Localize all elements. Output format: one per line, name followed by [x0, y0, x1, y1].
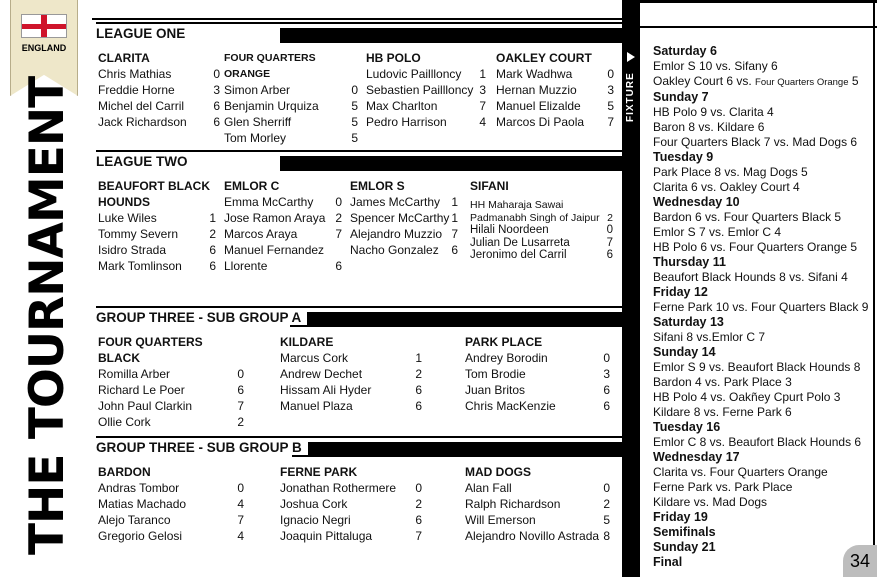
player-handicap: 7	[415, 529, 422, 543]
fixture-day: Sunday 14	[653, 345, 716, 359]
player-name: Luke Wiles	[98, 211, 157, 225]
player-row	[98, 496, 244, 512]
player-row	[496, 114, 614, 130]
fixture-tab	[624, 52, 638, 124]
player-handicap: 6	[603, 383, 610, 397]
section-title: GROUP THREE - SUB GROUP B	[96, 440, 308, 455]
player-row	[224, 258, 342, 274]
player-name: Benjamin Urquiza	[224, 99, 319, 113]
player-handicap: 6	[451, 243, 458, 257]
player-name: Jeronimo del Carril	[470, 249, 567, 261]
team-name: BEAUFORT BLACK HOUNDS	[98, 179, 210, 209]
player-handicap: 7	[606, 236, 613, 249]
player-handicap: 0	[237, 367, 244, 381]
player-row	[98, 82, 220, 98]
fixture-match: Clarita 6 vs. Oakley Court 4	[653, 180, 800, 194]
player-handicap: 6	[209, 259, 216, 273]
player-row	[496, 82, 614, 98]
player-name: Jose Ramon Araya	[224, 211, 326, 225]
team-block	[224, 178, 342, 274]
player-handicap: 7	[479, 99, 486, 113]
player-row	[224, 130, 358, 146]
fixture-day: Sunday 21	[653, 540, 716, 554]
player-name: Will Emerson	[465, 513, 536, 527]
player-row	[470, 237, 613, 250]
player-row	[350, 226, 458, 242]
player-handicap: 6	[415, 399, 422, 413]
player-handicap: 0	[335, 195, 342, 209]
fixture-day: Sunday 7	[653, 90, 709, 104]
player-row	[98, 382, 244, 398]
team-block	[465, 334, 610, 414]
player-row	[350, 210, 458, 226]
player-handicap: 7	[237, 399, 244, 413]
player-handicap: 3	[479, 83, 486, 97]
player-handicap: 1	[451, 211, 458, 225]
fixture-day: Saturday 13	[653, 315, 724, 329]
player-row	[280, 512, 422, 528]
player-row	[224, 82, 358, 98]
fixture-top-rule	[640, 0, 877, 3]
player-handicap: 2	[209, 227, 216, 241]
player-handicap: 6	[335, 259, 342, 273]
player-name: Spencer McCarthy	[350, 211, 450, 225]
team-block	[350, 178, 458, 258]
player-handicap: 4	[237, 529, 244, 543]
section-title: LEAGUE TWO	[96, 154, 194, 169]
player-row	[465, 366, 610, 382]
player-row	[98, 480, 244, 496]
player-name: Hernan Muzzio	[496, 83, 577, 97]
player-handicap: 6	[415, 513, 422, 527]
player-row	[470, 224, 613, 237]
fixture-match: Ferne Park vs. Park Place	[653, 480, 793, 494]
player-name: Richard Le Poer	[98, 383, 185, 397]
fixture-match: Emlor S 7 vs. Emlor C 4	[653, 225, 782, 239]
team-name: KILDARE	[280, 335, 334, 349]
player-name: John Paul Clarkin	[98, 399, 193, 413]
section-header	[96, 150, 622, 168]
section-header	[96, 22, 622, 40]
player-row	[98, 366, 244, 382]
team-block	[224, 50, 358, 146]
player-row	[350, 242, 458, 258]
team-name: OAKLEY COURT	[496, 51, 592, 65]
team-block	[98, 334, 244, 430]
player-handicap: 2	[415, 497, 422, 511]
team-block	[98, 178, 216, 274]
fixture-day: Thursday 11	[653, 255, 726, 269]
player-name: Alejandro Muzzio	[350, 227, 443, 241]
player-row	[465, 512, 610, 528]
player-handicap: 0	[237, 481, 244, 495]
player-name: Chris MacKenzie	[465, 399, 556, 413]
player-handicap: 0	[603, 481, 610, 495]
player-handicap: 6	[213, 99, 220, 113]
team-name: EMLOR C	[224, 179, 280, 193]
player-handicap: 6	[415, 383, 422, 397]
section-header-bar	[280, 156, 622, 171]
player-name: Tom Morley	[224, 131, 287, 145]
player-handicap: 5	[603, 513, 610, 527]
team-block	[496, 50, 614, 130]
fixture-day: Tuesday 16	[653, 420, 721, 434]
player-name: Emma McCarthy	[224, 195, 314, 209]
fixture-label: FIXTURE	[625, 72, 636, 122]
fixture-match: Clarita vs. Four Quarters Orange	[653, 465, 828, 479]
team-name: MAD DOGS	[465, 465, 531, 479]
player-row	[280, 528, 422, 544]
team-name: FOUR QUARTERS BLACK	[98, 335, 203, 365]
player-name: Jack Richardson	[98, 115, 187, 129]
fixture-match: Bardon 4 vs. Park Place 3	[653, 375, 792, 389]
arrow-right-icon	[627, 52, 635, 62]
player-row	[496, 66, 614, 82]
team-block	[98, 464, 244, 544]
player-handicap: 4	[479, 115, 486, 129]
player-name: Romilla Arber	[98, 367, 171, 381]
player-handicap: 6	[209, 243, 216, 257]
player-handicap: 7	[237, 513, 244, 527]
player-name: Freddie Horne	[98, 83, 175, 97]
player-name: Andrey Borodin	[465, 351, 548, 365]
player-handicap: 3	[607, 83, 614, 97]
player-row	[224, 210, 342, 226]
team-block	[280, 334, 422, 414]
team-name: PARK PLACE	[465, 335, 543, 349]
player-row	[366, 82, 486, 98]
player-row	[98, 98, 220, 114]
fixture-day: Friday 19	[653, 510, 708, 524]
player-name: Juan Britos	[465, 383, 526, 397]
player-handicap: 6	[213, 115, 220, 129]
player-row	[98, 398, 244, 414]
team-name: FERNE PARK	[280, 465, 358, 479]
fixture-match: Emlor S 9 vs. Beaufort Black Hounds 8	[653, 360, 861, 374]
player-row	[366, 66, 486, 82]
player-row	[98, 258, 216, 274]
page-number: 34	[843, 545, 877, 577]
player-handicap: 5	[351, 115, 358, 129]
player-handicap: 2	[603, 497, 610, 511]
player-name: Glen Sherriff	[224, 115, 292, 129]
section-header-bar	[280, 28, 622, 43]
player-row	[98, 66, 220, 82]
player-name: Joshua Cork	[280, 497, 348, 511]
player-handicap: 6	[237, 383, 244, 397]
player-row	[224, 226, 342, 242]
player-name: Llorente	[224, 259, 268, 273]
player-handicap: 7	[335, 227, 342, 241]
player-row	[465, 350, 610, 366]
fixture-match: Park Place 8 vs. Mag Dogs 5	[653, 165, 808, 179]
player-row	[98, 528, 244, 544]
player-row	[350, 194, 458, 210]
player-row	[366, 114, 486, 130]
player-handicap: 1	[451, 195, 458, 209]
fixture-list	[653, 44, 873, 570]
player-name: Mark Wadhwa	[496, 67, 573, 81]
fixture-match: Baron 8 vs. Kildare 6	[653, 120, 765, 134]
player-name: Jonathan Rothermere	[280, 481, 397, 495]
fixture-match: Oakley Court 6 vs. Four Quarters Orange 5	[653, 74, 859, 88]
fixture-day: Friday 12	[653, 285, 708, 299]
player-handicap: 6	[606, 249, 613, 261]
player-handicap: 2	[415, 367, 422, 381]
player-name: Andrew Dechet	[280, 367, 363, 381]
player-name: Manuel Elizalde	[496, 99, 581, 113]
player-name: Ludovic Paillloncy	[366, 67, 462, 81]
player-name: Mark Tomlinson	[98, 259, 182, 273]
player-name: Tommy Severn	[98, 227, 179, 241]
player-row	[98, 210, 216, 226]
player-handicap: 3	[603, 367, 610, 381]
section-header	[96, 436, 622, 454]
player-row	[224, 242, 342, 258]
player-row	[465, 382, 610, 398]
player-handicap: 8	[603, 529, 610, 543]
team-block	[98, 50, 220, 130]
player-handicap: 1	[479, 67, 486, 81]
section-header-bar	[290, 312, 622, 327]
player-name: Sebastien Paillloncy	[366, 83, 474, 97]
player-row	[366, 98, 486, 114]
fixture-match: HB Polo 6 vs. Four Quarters Orange 5	[653, 240, 858, 254]
right-border	[873, 3, 875, 577]
player-name: Isidro Strada	[98, 243, 167, 257]
player-name: Joaquin Pittaluga	[280, 529, 373, 543]
team-name: EMLOR S	[350, 179, 405, 193]
player-row	[465, 398, 610, 414]
player-row	[470, 249, 613, 262]
section-header-bar	[292, 442, 622, 457]
fixture-day: Final	[653, 555, 683, 569]
player-name: Alan Fall	[465, 481, 512, 495]
player-handicap: 0	[415, 481, 422, 495]
section-title: GROUP THREE - SUB GROUP A	[96, 310, 307, 325]
fixture-day: Semifinals	[653, 525, 716, 539]
player-name: Marcos Di Paola	[496, 115, 585, 129]
fixture-match: Emlor S 10 vs. Sifany 6	[653, 59, 778, 73]
player-handicap: 2	[237, 415, 244, 429]
team-block	[465, 464, 610, 544]
player-row	[98, 226, 216, 242]
team-name: SIFANI	[470, 179, 509, 193]
fixture-match: Ferne Park 10 vs. Four Quarters Black 9	[653, 300, 869, 314]
player-row	[280, 398, 422, 414]
player-name: Marcos Araya	[224, 227, 298, 241]
player-row	[224, 114, 358, 130]
player-name: Hilali Noordeen	[470, 224, 549, 236]
player-name: Padmanabh Singh of Jaipur	[470, 211, 600, 224]
section-header	[96, 306, 622, 324]
fixture-day: Wednesday 17	[653, 450, 740, 464]
player-name: Matias Machado	[98, 497, 187, 511]
fixture-header-rule	[640, 26, 877, 28]
player-row	[98, 414, 244, 430]
player-row	[98, 114, 220, 130]
player-name: Ignacio Negri	[280, 513, 351, 527]
team-name: CLARITA	[98, 51, 150, 65]
fixture-match: Kildare vs. Mad Dogs	[653, 495, 768, 509]
player-row	[98, 242, 216, 258]
player-row	[280, 350, 422, 366]
player-row	[224, 98, 358, 114]
team-name: FOUR QUARTERS ORANGE	[224, 52, 316, 80]
player-handicap: 0	[607, 67, 614, 81]
player-handicap: 1	[209, 211, 216, 225]
player-row	[280, 382, 422, 398]
fixture-match: Sifani 8 vs.Emlor C 7	[653, 330, 766, 344]
player-row	[280, 496, 422, 512]
player-handicap: 2	[607, 211, 613, 224]
fixture-day: Tuesday 9	[653, 150, 714, 164]
player-name: Nacho Gonzalez	[350, 243, 439, 257]
top-rule	[92, 18, 622, 20]
player-name: Andras Tombor	[98, 481, 180, 495]
player-name: Simon Arber	[224, 83, 291, 97]
player-row	[470, 212, 613, 225]
player-handicap: 6	[603, 399, 610, 413]
country-label: ENGLAND	[21, 43, 67, 53]
player-handicap: 2	[335, 211, 342, 225]
player-name: Ollie Cork	[98, 415, 151, 429]
player-name: Manuel Fernandez	[224, 243, 325, 257]
fixture-day: Wednesday 10	[653, 195, 740, 209]
fixture-match: Beaufort Black Hounds 8 vs. Sifani 4	[653, 270, 848, 284]
fixture-match: Kildare 8 vs. Ferne Park 6	[653, 405, 792, 419]
player-handicap: 0	[351, 83, 358, 97]
team-block	[470, 178, 613, 262]
player-name: Pedro Harrison	[366, 115, 447, 129]
fixture-match: HB Polo 9 vs. Clarita 4	[653, 105, 774, 119]
player-name: Gregorio Gelosi	[98, 529, 183, 543]
player-name: HH Maharaja Sawai	[470, 199, 564, 211]
player-name: Hissam Ali Hyder	[280, 383, 372, 397]
player-handicap: 5	[351, 99, 358, 113]
title-panel	[0, 0, 88, 577]
player-handicap: 3	[213, 83, 220, 97]
player-handicap: 0	[603, 351, 610, 365]
player-row	[280, 366, 422, 382]
fixture-day: Saturday 6	[653, 44, 717, 58]
player-row	[280, 480, 422, 496]
team-name: BARDON	[98, 465, 151, 479]
player-name: Michel del Carril	[98, 99, 185, 113]
player-handicap: 1	[415, 351, 422, 365]
player-row	[98, 512, 244, 528]
player-handicap: 0	[606, 224, 613, 236]
player-row	[465, 528, 610, 544]
player-name: Alejo Taranco	[98, 513, 171, 527]
fixture-match: Bardon 6 vs. Four Quarters Black 5	[653, 210, 842, 224]
player-name: James McCarthy	[350, 195, 441, 209]
player-row	[470, 199, 613, 212]
player-name: Manuel Plaza	[280, 399, 353, 413]
player-handicap: 4	[237, 497, 244, 511]
player-row	[496, 98, 614, 114]
player-handicap: 7	[451, 227, 458, 241]
player-row	[465, 496, 610, 512]
team-block	[366, 50, 486, 130]
player-name: Max Charlton	[366, 99, 438, 113]
player-handicap: 0	[213, 67, 220, 81]
player-name: Marcus Cork	[280, 351, 349, 365]
player-name: Julian De Lusarreta	[470, 236, 570, 249]
fixture-match: Emlor C 8 vs. Beaufort Black Hounds 6	[653, 435, 862, 449]
page-title: THE TOURNAMENT	[20, 76, 75, 555]
player-name: Ralph Richardson	[465, 497, 561, 511]
team-name: HB POLO	[366, 51, 421, 65]
player-handicap: 5	[351, 131, 358, 145]
player-name: Tom Brodie	[465, 367, 526, 381]
fixture-match: Four Quarters Black 7 vs. Mad Dogs 6	[653, 135, 858, 149]
player-handicap: 7	[607, 115, 614, 129]
player-name: Chris Mathias	[98, 67, 172, 81]
fixture-match: HB Polo 4 vs. Oakñey Cpurt Polo 3	[653, 390, 841, 404]
player-row	[465, 480, 610, 496]
player-handicap: 5	[607, 99, 614, 113]
player-row	[224, 194, 342, 210]
section-title: LEAGUE ONE	[96, 26, 191, 41]
team-block	[280, 464, 422, 544]
player-name: Alejandro Novillo Astrada	[465, 529, 600, 543]
england-flag-icon	[21, 14, 67, 38]
